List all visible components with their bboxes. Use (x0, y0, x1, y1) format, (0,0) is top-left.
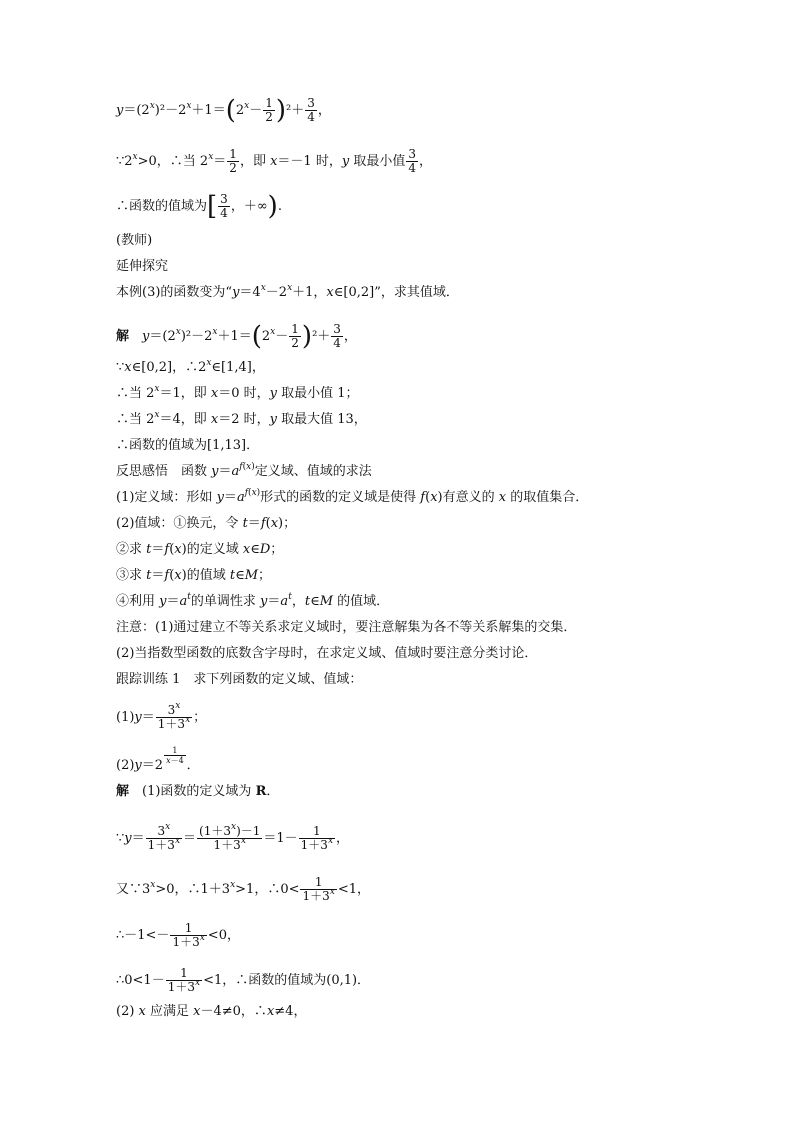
exercise-item-1: (1)y＝ $\frac{3^x}{1+3^x}$ ； (116, 701, 207, 731)
text-line-3: ∴函数的值域为[ $\frac{3}{4}$ ，＋∞). (116, 191, 282, 222)
equation-line-25: 又$\because 3^x>0$，$\therefore 1+3^x>1$，∴0< $\frac{1}{1+3^x}$ <1， (116, 875, 371, 903)
text-line-15: ②求 t＝f(x)的定义域 x∈D； (116, 542, 284, 557)
text-line-19: (2)当指数型函数的底数含字母时，在求定义域、值域时要注意分类讨论． (116, 646, 538, 661)
text-line-17: ④利用 $y=a^t$的单调性求 $y=a^t$，t∈M 的值域． (116, 592, 390, 609)
text-line-16: ③求 t＝f(x)的值域 t∈M； (116, 568, 272, 583)
section-title-reflection: 反思感悟 函数 $y=a^{f(x)}$定义域、值域的求法 (116, 462, 372, 479)
text-line-7: 解 $y=(2^x)^2-2^x+1=(2^x-$ $\frac{1}{2}$ )²＋ $\frac{3}{4}$ ， (116, 321, 357, 352)
text-line-18: 注意：(1)通过建立不等关系求定义域时，要注意解集为各不等关系解集的交集． (116, 620, 577, 635)
text-line-10: ∴当 $2^x=4$，即 x＝2 时，y 取最大值 13， (116, 410, 367, 427)
text-line-23: 解 (1)函数的定义域为 R． (116, 784, 280, 799)
text-line-13: (1)定义域：形如 $y=a^{f(x)}$形式的函数的定义域是使得 f(x)有意义的 x 的取值集合． (116, 488, 589, 505)
equation-line-26: ∴－1<－ $\frac{1}{1+3^x}$ <0， (116, 921, 240, 949)
teacher-tag: (教师) (116, 233, 153, 248)
equation-line-24: ∵y＝ $\frac{3^x}{1+3^x}$ ＝ $\frac{(1+3^x)-1}{1+3^x}$ ＝1－ $\frac{1}{1+3^x}$ ， (116, 822, 350, 852)
equation-line-1: $y=(2^x)^2-2^x+1=(2^x-$ $\frac{1}{2}$ )²＋ $\frac{3}{4}$ ， (116, 95, 331, 126)
text-line-8: ∵x∈[0,2]，∴2$^x$∈[1,4]， (116, 358, 265, 375)
text-line-11: ∴函数的值域为[1,13]． (116, 438, 260, 453)
text-line-6: 本例(3)的函数变为“$y=4^x-2^x+1$，x∈[0,2]”，求其值域． (116, 283, 459, 300)
exercise-item-2: (2)y＝2 $\frac{1}{x-4}$ ． (116, 746, 200, 773)
text-line-14: (2)值域：①换元，令 t＝f(x)； (116, 516, 297, 531)
equation-line-27: ∴0<1－ $\frac{1}{1+3^x}$ <1，∴函数的值域为(0,1)． (116, 966, 371, 994)
section-title-extension: 延伸探究 (116, 259, 169, 274)
text-line-9: ∴当 $2^x=1$，即 x＝0 时，y 取最小值 1； (116, 384, 359, 401)
text-line-2: $\because 2^x>0$，∴当 $2^x=$ $\frac{1}{2}$ ，即 x＝－1 时，y 取最小值 $\frac{3}{4}$ ， (116, 147, 432, 175)
text-line-28: (2) x 应满足 x－4≠0，∴x≠4， (116, 1004, 307, 1019)
section-title-exercise: 跟踪训练 1 求下列函数的定义域、值域： (116, 672, 363, 687)
